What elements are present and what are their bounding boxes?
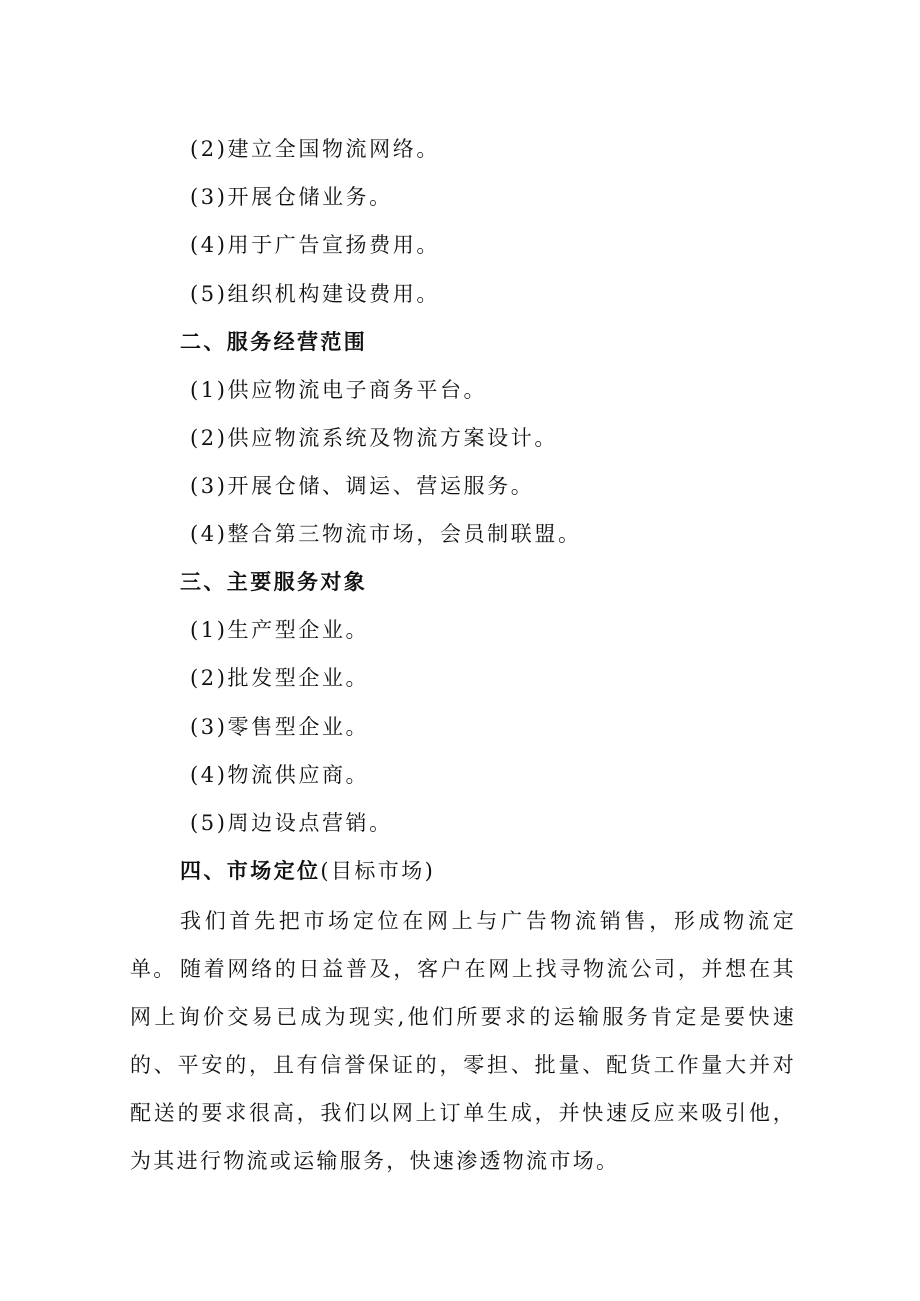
list-item: (2)供应物流系统及物流方案设计。 [190, 426, 558, 450]
list-item: (4)物流供应商。 [190, 763, 370, 787]
section-heading-service-scope: 二、服务经营范围 [180, 330, 368, 354]
heading-suffix-text: (目标市场) [320, 859, 436, 883]
list-item: (3)开展仓储、调运、营运服务。 [190, 474, 535, 498]
list-item: (3)零售型企业。 [190, 715, 370, 739]
list-item: (2)批发型企业。 [190, 666, 370, 690]
list-item: (3)开展仓储业务。 [190, 185, 393, 209]
list-item: (1)供应物流电子商务平台。 [190, 378, 488, 402]
list-item: (4)用于广告宣扬费用。 [190, 233, 440, 257]
list-item: (5)组织机构建设费用。 [190, 282, 440, 306]
list-item: (2)建立全国物流网络。 [190, 137, 440, 161]
list-item: (5)周边设点营销。 [190, 811, 393, 835]
paragraph-market-intro: 我们首先把市场定位在网上与广告物流销售，形成物流定单。 [130, 909, 796, 981]
paragraph-market-detail: 随着网络的日益普及，客户在网上找寻物流公司，并想在其网上询价交易已成为现实,他们所要求的运输服务肯定是要快速的、平安的，且有信誉保证的，零担、批量、配货工作量大并对配送的要求很高，我们以网上订单生成，并快速反应来吸引他，为其进行物流或运输服务，快速渗透物流市场。 [130, 957, 796, 1173]
list-item: (1)生产型企业。 [190, 618, 370, 642]
section-heading-service-targets: 三、主要服务对象 [180, 570, 368, 594]
list-item: (4)整合第三物流市场，会员制联盟。 [190, 522, 582, 546]
section-heading-market-positioning [180, 856, 435, 886]
heading-main-text: 四、市场定位 [180, 859, 321, 883]
